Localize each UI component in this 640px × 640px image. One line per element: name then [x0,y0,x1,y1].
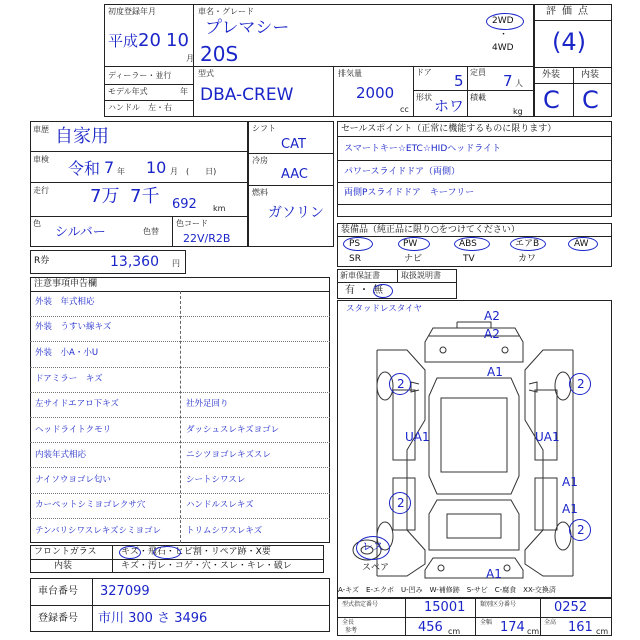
warranty-value: 有・無 [345,285,387,296]
shift-label: シフト [252,124,276,133]
mark-front-lower: A2 [484,327,500,341]
mark-right-side: UA1 [535,430,560,444]
info-hdiv-2 [30,182,248,183]
equip-leather: カワ [518,254,537,264]
note-left-9: カーペットシミヨゴレクサ穴 [35,500,146,510]
doors-label: ドア [416,68,432,77]
mark-front-bumper: A2 [484,309,500,323]
spare-mark: レス [362,540,384,553]
info-hdiv-1 [30,151,248,152]
car-grade: 20S [200,42,239,66]
grade-score: (4) [552,28,586,56]
note-right-5: 社外足回り [186,399,229,409]
equipment-title: 装備品（純正品に限り○をつけてください） [341,225,520,235]
inspection-era: 令和 [68,159,101,178]
ac-label: 冷房 [252,156,268,165]
shape: ホワ [434,97,465,115]
header-hdiv-shape [413,90,534,91]
sales-point-1: スマートキー☆ETC☆HIDヘッドライト [344,144,501,154]
exterior-label: 外装 [542,70,561,80]
warranty-none-circle [373,284,393,298]
interior-label: 内装 [581,70,600,80]
first-reg-month: 10 [166,30,189,51]
header-hdiv-handle [104,100,193,101]
height-label: 全高 [544,619,557,626]
sales-point-3: 両側Pスライドドア キーフリー [344,188,475,198]
note-right-8: シートシワスレ [186,475,246,485]
yen-unit: 円 [172,259,180,268]
ref2-value: 174 [500,620,525,635]
interior-options: キズ・汚レ・コゲ・穴・スレ・キレ・破レ [121,561,292,571]
recycle-amount: 13,360 [110,254,159,270]
notes-row-line [30,367,330,368]
first-reg-year: 20 [138,30,161,51]
class-no: 0252 [554,600,588,615]
fuel: ガソリン [268,205,324,221]
chassis-label: 車台番号 [38,586,78,597]
handle-label: ハンドル 左・右 [108,103,172,112]
mark-tire-rl: 2 [397,496,405,510]
mileage-sen: 7千 [130,186,160,207]
doors: 5 [454,72,464,90]
note-right-10: トリムシワスレキズ [186,526,263,536]
note-left-8: ナイソウヨゴレ匂い [35,475,111,485]
ref1-label: 参考 [345,627,358,634]
notes-title: 注意事項申告欄 [34,279,98,289]
chassis-no: 327099 [100,584,150,599]
spec-footer-vdiv-3 [540,598,541,636]
ac: AAC [281,167,308,182]
warranty-label: 新車保証書 [340,271,380,280]
drive-4wd-label: 4WD [492,43,514,53]
length-label: 全長 [342,619,355,626]
mark-right-rear: A1 [562,502,578,516]
sales-points-title: セールスポイント（正常に機能するものに限ります） [341,124,557,134]
sales-line-1 [337,160,612,161]
ref3-unit: cm [596,627,609,636]
kg-unit: kg [513,107,523,116]
drive-2wd-label: 2WD [492,16,514,26]
mark-right-rear-fender: A1 [562,475,578,489]
equip-airbag: エアB [515,239,540,249]
notes-row-line [30,341,330,342]
note-left-3: 外装 小A・小U [35,348,99,358]
notes-row-line [30,518,330,519]
recycle-label: R券 [34,256,50,266]
note-left-5: 左サイドエアロ下キズ [35,399,119,409]
spec-hdiv-2 [248,185,334,186]
displacement-label: 排気量 [338,69,362,78]
notes-row-line [30,417,330,418]
mark-left-side: UA1 [405,430,430,444]
capacity: 7 [503,72,513,90]
notes-row-line [30,467,330,468]
note-left-10: テンバリシワスレキズシミヨゴレ [35,526,162,536]
sales-point-2: パワースライドドア（両側） [344,167,461,177]
equip-pw: PW [403,239,418,249]
plate-no: 市川 300 さ 3496 [98,611,208,626]
note-right-7: ニシツヨゴレキズスレ [186,450,271,460]
usage-label: 車歴 [33,125,49,134]
mileage-label: 走行 [33,186,49,195]
front-glass-label: フロントガラス [34,547,97,557]
ref1-unit: cm [448,627,461,636]
note-left-7: 内装年式相応 [35,450,87,460]
notes-row-line [30,442,330,443]
equip-sr: SR [349,254,361,264]
ref3-value: 161 [568,620,593,635]
equip-ps: PS [349,239,361,249]
diagram-note: スタッドレスタイヤ [346,304,423,314]
sales-title-line [337,136,612,137]
equip-aw: AW [574,239,589,249]
km-unit: km [213,204,226,213]
model-code: DBA-CREW [200,85,294,105]
drive-dot: ・ [499,30,509,40]
color-code-label: 色コード [176,219,208,228]
info-vdiv-color [172,216,173,247]
inspection-day: ( 日) [186,167,217,176]
note-left-4: ドアミラー キズ [35,374,103,384]
car-name-label: 車名・グレード [198,7,254,16]
note-left-2: 外装 うすい線キズ [35,322,112,332]
mark-hood: A1 [487,365,503,379]
manual-label: 取扱説明書 [401,271,441,280]
model-cert-no: 15001 [424,600,466,615]
first-reg-label: 初度登録年月 [108,7,156,16]
chassis-vdiv [92,578,93,632]
note-right-6: ダッシュスレキズヨゴレ [186,425,280,435]
year-unit: 年 [117,167,125,176]
notes-row-line [30,493,330,494]
note-left-1: 外装 年式相応 [35,297,95,307]
damage-legend: A-キズ E-エクボ U-凹み W-補修跡 S-サビ C-腐食 XX-交換済 [338,586,556,594]
color-code: 22V/R2B [183,232,231,245]
inspection-label: 車検 [33,155,49,164]
notes-row-line [30,316,330,317]
color-label: 色 [33,219,41,228]
grade-vdivider [573,67,574,117]
ref2-unit: cm [527,627,540,636]
spec-footer-vdiv-1 [405,598,406,636]
interior-score: C [582,86,599,114]
mark-rear-bumper: A1 [486,567,502,581]
mark-tire-fl: 2 [397,377,405,391]
shape-label: 形状 [416,93,432,102]
grade-divider-1 [534,20,612,21]
notes-row-line [30,392,330,393]
equip-abs: ABS [459,239,477,249]
dealer-label: ディーラー・並行 [108,71,172,80]
note-left-6: ヘッドライトクモリ [35,425,112,435]
header-vdiv-4 [467,66,468,117]
mileage-rest: 692 [172,197,197,212]
color: シルバー [55,225,106,240]
warranty-hdiv [337,282,457,283]
warranty-vdiv [397,269,398,282]
sales-line-3 [337,204,612,205]
shift: CAT [281,137,306,152]
fuel-label: 燃料 [252,188,268,197]
header-vdiv-3 [413,66,414,117]
inspection-month-unit: 月 [170,167,178,176]
inspection-month: 10 [146,158,167,177]
color-change-label: 色替 [143,227,159,236]
grade-score-label: 評価点 [546,6,594,17]
mileage-man: 7万 [90,186,120,207]
equip-tv: TV [463,254,475,264]
spec-footer-vdiv-2 [475,598,476,636]
class-label: 類別区分番号 [480,601,517,608]
model-year-unit: 年 [180,87,188,96]
width-label: 全幅 [480,619,493,626]
usage: 自家用 [55,126,109,147]
model-code-label: 型式 [198,69,214,78]
info-hdiv-3 [30,216,248,217]
load-label: 積載 [470,93,486,102]
chassis-hdiv [30,605,330,606]
note-right-9: ハンドルスレキズ [186,500,254,510]
header-vdiv-2 [333,66,334,117]
header-divider [104,66,534,67]
mark-tire-fr: 2 [577,377,585,391]
inspection-year: 7 [104,158,115,177]
plate-label: 登録番号 [38,613,78,624]
spare-label: スペア [362,563,390,573]
equip-navi: ナビ [404,254,423,264]
first-reg-era: 平成 [108,32,139,50]
front-glass-options: キズ・飛石・ヒビ割・リペア跡・X要 [121,547,271,557]
capacity-label: 定員 [470,68,486,77]
displacement: 2000 [356,84,395,102]
exterior-score: C [543,86,560,114]
glass-scratch-circle [119,546,141,559]
sales-line-2 [337,182,612,183]
recycle-box [30,250,186,274]
interior-glass-label: 内装 [54,561,73,571]
glass-chip-circle [153,546,181,559]
model-year-label: モデル年式 [108,87,148,96]
mark-tire-rr: 2 [577,523,585,537]
glass-vdiv [112,545,113,573]
month-unit-label: 月 [186,54,194,63]
model-cert-label: 型式指定番号 [342,601,379,608]
header-hdiv-model [104,84,193,85]
spec-hdiv-1 [248,153,334,154]
cc-unit: cc [400,105,409,114]
car-name: プレマシー [205,18,290,38]
ref1-value: 456 [418,620,443,635]
glass-hdiv [30,559,324,560]
capacity-unit: 人 [515,79,523,88]
